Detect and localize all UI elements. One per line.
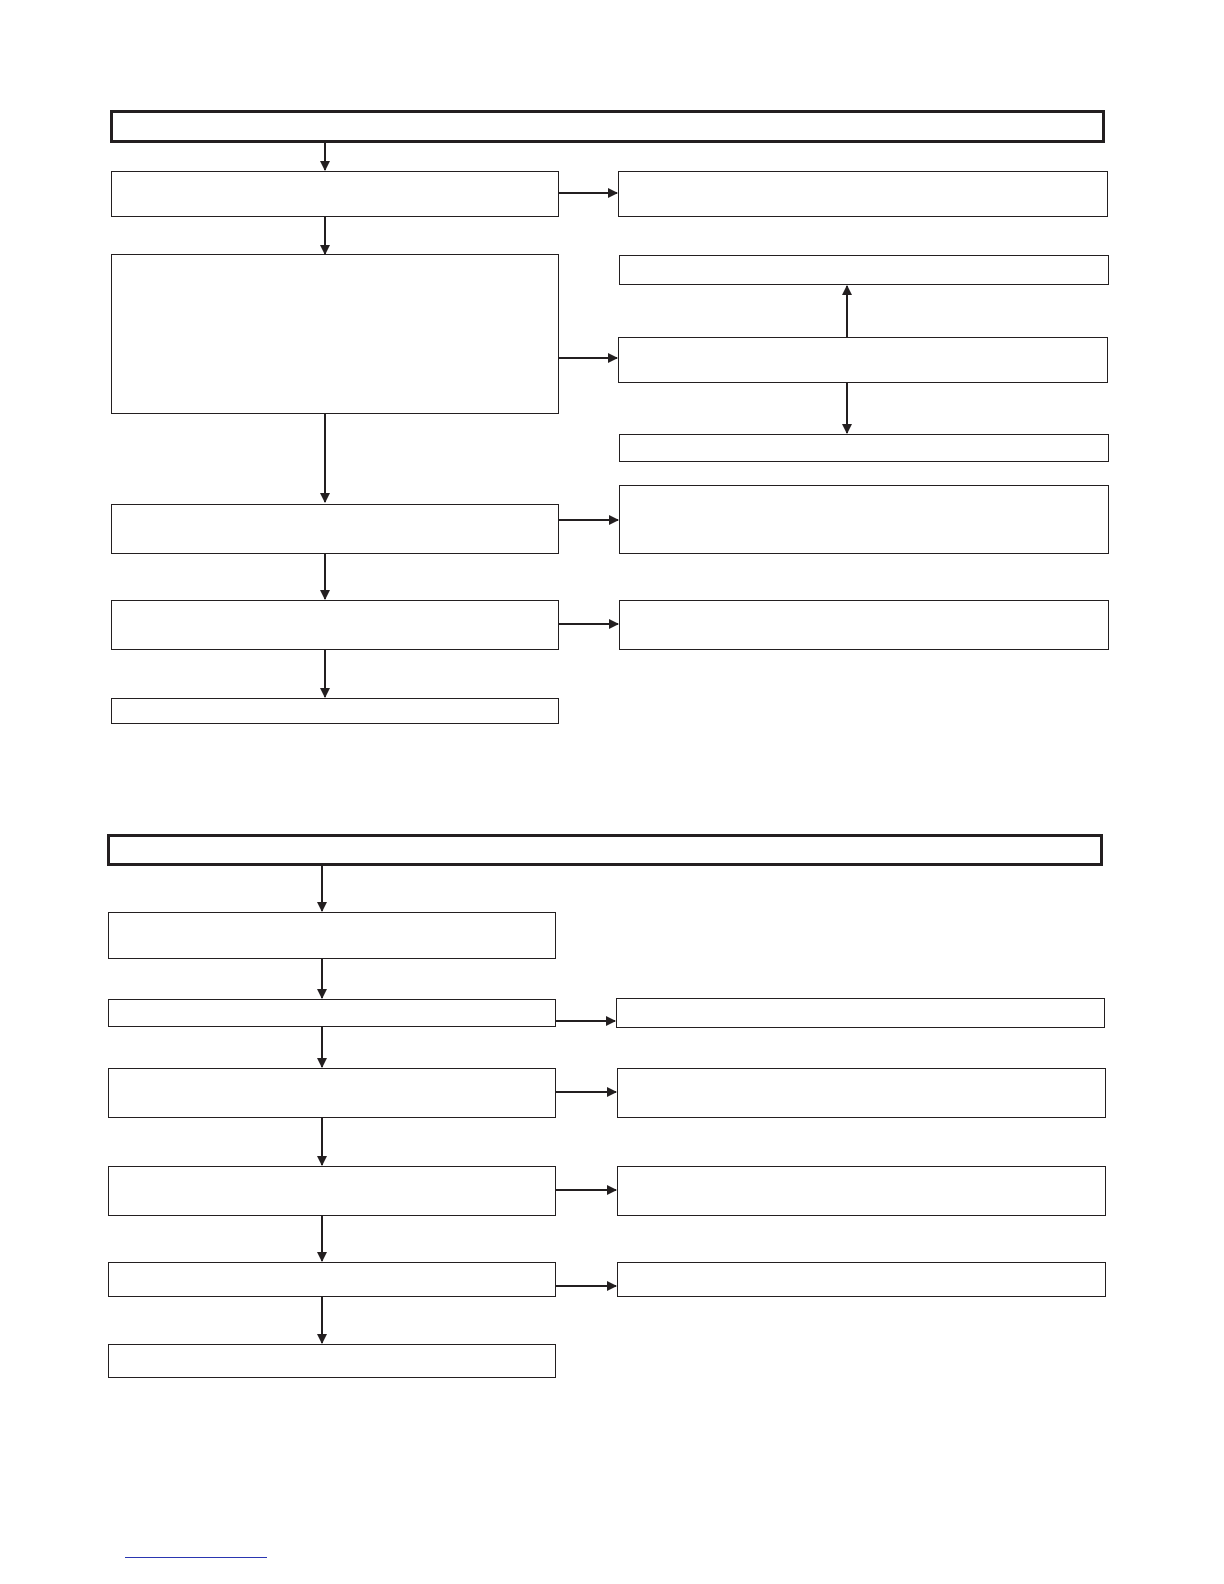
footer-link-underline <box>125 1557 267 1558</box>
